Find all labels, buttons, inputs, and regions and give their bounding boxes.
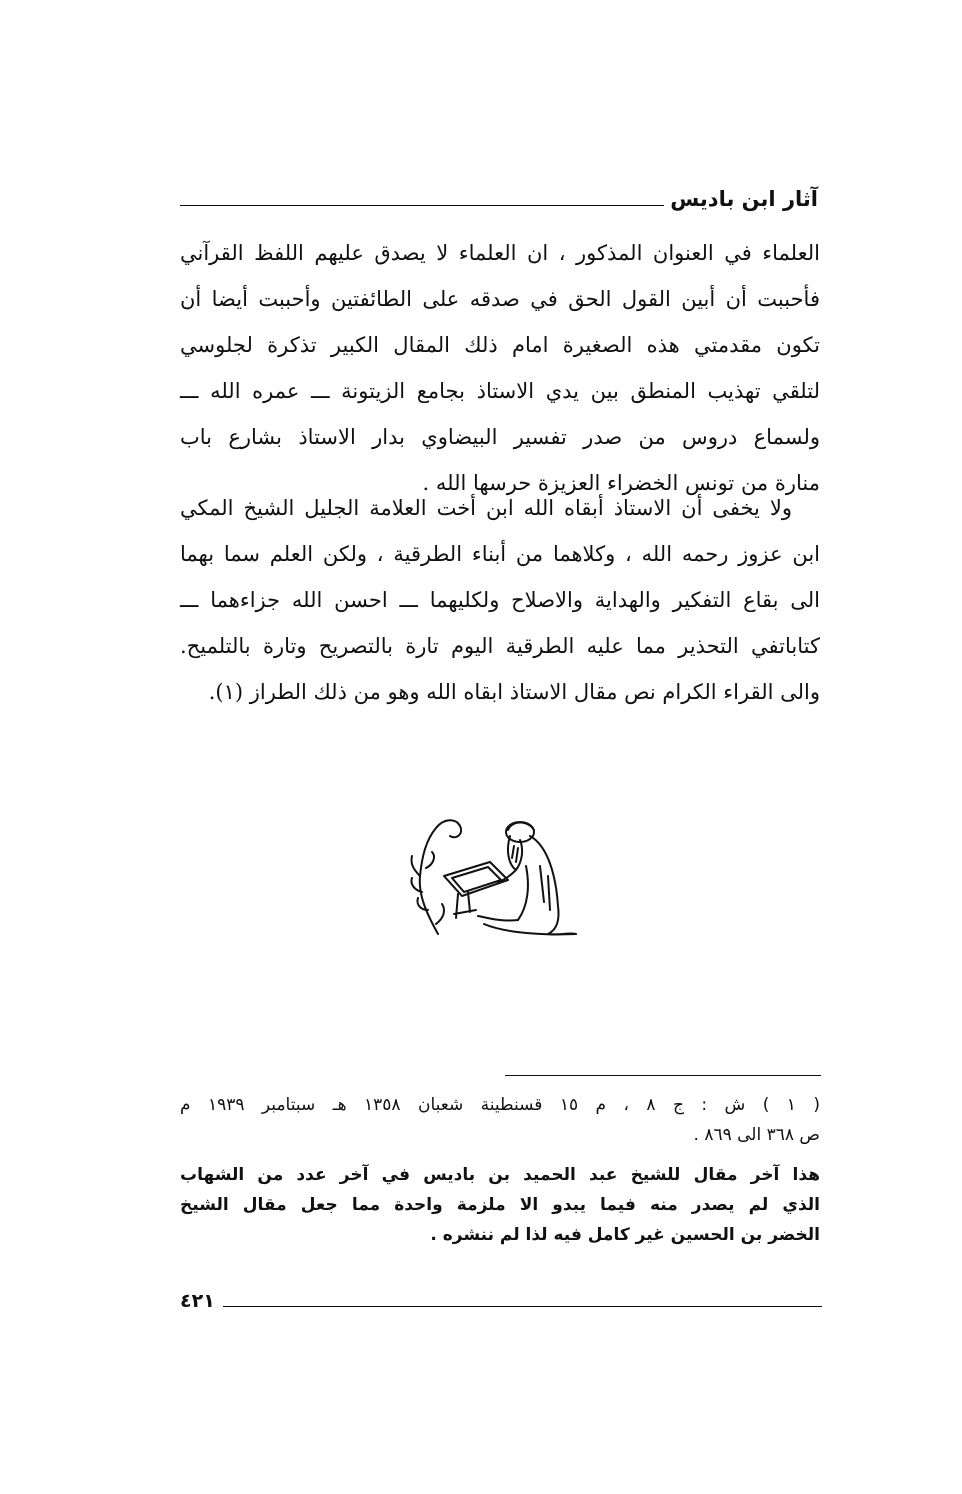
text-line: الى بقاع التفكير والهداية والاصلاح ولكليهما ـــ احسن الله جزاءهما ـــ xyxy=(180,588,820,612)
text-line: تكون مقدمتي هذه الصغيرة امام ذلك المقال الكبير تذكرة لجلوسي xyxy=(180,333,820,357)
text-line: ابن عزوز رحمه الله ، وكلاهما من أبناء الطرقية ، ولكن العلم سما بهما xyxy=(180,542,820,566)
scholar-reading-illustration xyxy=(398,806,580,948)
text-line: منارة من تونس الخضراء العزيزة حرسها الله . xyxy=(422,471,820,495)
footnote-line: هذا آخر مقال للشيخ عبد الحميد بن باديس في آخر عدد من الشهاب xyxy=(180,1165,820,1185)
text-line: ولسماع دروس من صدر تفسير البيضاوي بدار الاستاذ بشارع باب xyxy=(180,425,820,449)
running-header xyxy=(180,182,818,212)
footnote-line: الذي لم يصدر منه فيما يبدو الا ملزمة واحدة مما جعل مقال الشيخ xyxy=(180,1195,820,1215)
footnote-1 xyxy=(180,1090,820,1150)
footnote-separator xyxy=(505,1075,821,1076)
footer-rule xyxy=(223,1306,822,1307)
page-footer xyxy=(180,1288,822,1312)
text-line: فأحببت أن أبين القول الحق في صدقه على الطائفتين وأحببت أيضا أن xyxy=(180,287,820,311)
text-line: والى القراء الكرام نص مقال الاستاذ ابقاه الله وهو من ذلك الطراز (١). xyxy=(208,680,820,704)
running-header-title: آثار ابن باديس xyxy=(670,187,818,211)
paragraph-2 xyxy=(180,485,820,715)
text-line: لتلقي تهذيب المنطق بين يدي الاستاذ بجامع الزيتونة ـــ عمره الله ـــ xyxy=(180,379,820,403)
page-number: ٤٢١ xyxy=(180,1290,215,1312)
footnote-line: ص ٣٦٨ الى ٨٦٩ . xyxy=(693,1125,820,1145)
text-line: ولا يخفى أن الاستاذ أبقاه الله ابن أخت العلامة الجليل الشيخ المكي xyxy=(180,496,792,520)
text-line: كتاباتفي التحذير مما عليه الطرقية اليوم تارة بالتصريح وتارة بالتلميح. xyxy=(180,634,820,658)
header-rule xyxy=(180,205,664,206)
editor-note xyxy=(180,1160,820,1250)
footnote-line: الخضر بن الحسين غير كامل فيه لذا لم ننشره . xyxy=(430,1225,820,1245)
text-line: العلماء في العنوان المذكور ، ان العلماء لا يصدق عليهم اللفظ القرآني xyxy=(180,241,821,265)
paragraph-1 xyxy=(180,230,820,506)
footnote-line: ( ١ ) ش : ج ٨ ، م ١٥ قسنطينة شعبان ١٣٥٨ هـ سبتامبر ١٩٣٩ م xyxy=(180,1095,820,1115)
